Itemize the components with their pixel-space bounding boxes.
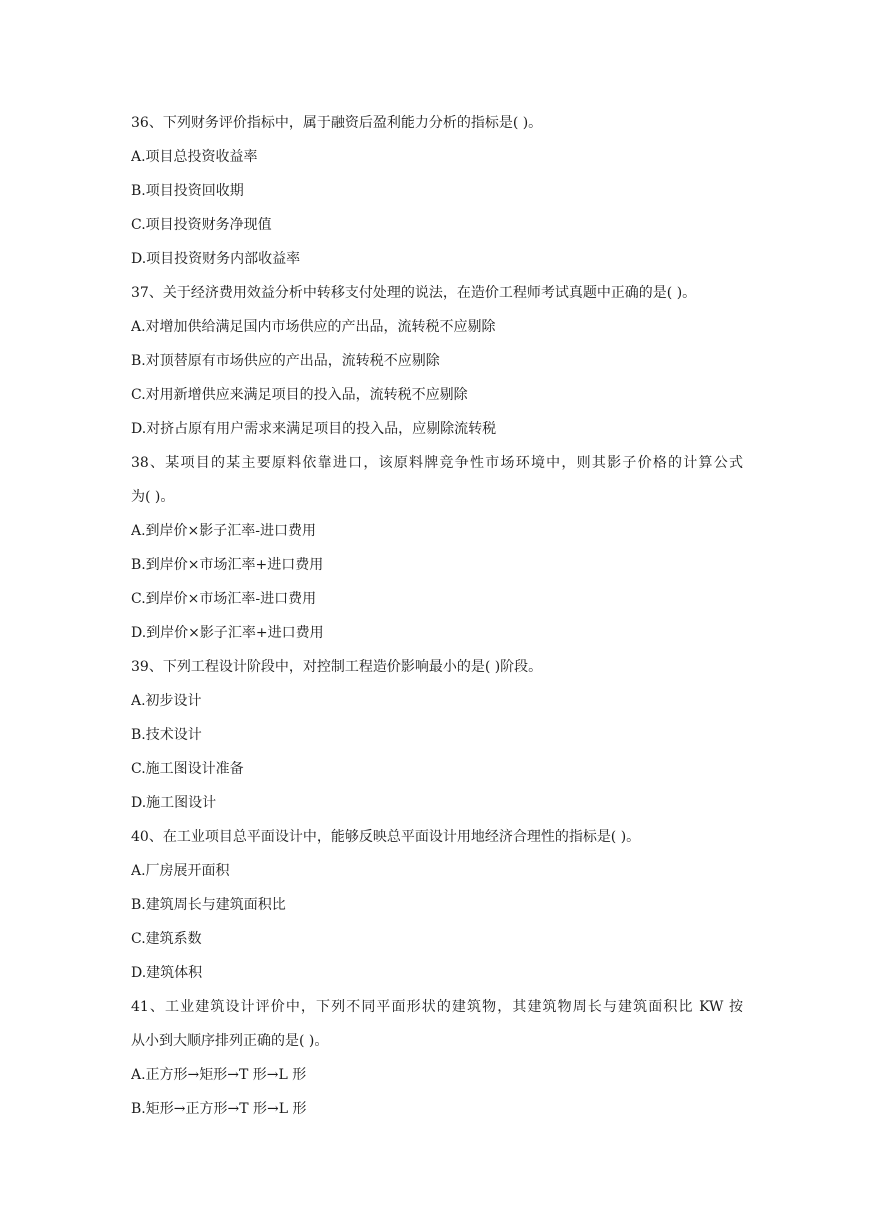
question-37 [131,276,743,446]
question-36-option-a: A.项目总投资收益率 [131,149,258,165]
question-37-option-a: A.对增加供给满足国内市场供应的产出品，流转税不应剔除 [131,319,496,335]
question-41 [131,990,743,1126]
question-38 [131,446,743,650]
question-37-option-d: D.对挤占原有用户需求来满足项目的投入品，应剔除流转税 [131,421,497,437]
question-37-stem: 37、关于经济费用效益分析中转移支付处理的说法，在造价工程师考试真题中正确的是( )。 [131,285,697,301]
question-41-option-a: A.正方形→矩形→T 形→L 形 [131,1067,307,1083]
question-36 [131,106,743,276]
question-38-option-b: B.到岸价×市场汇率+进口费用 [131,557,324,573]
question-39-option-a: A.初步设计 [131,693,202,709]
question-39-option-c: C.施工图设计准备 [131,761,244,777]
question-38-option-a: A.到岸价×影子汇率-进口费用 [131,523,317,539]
question-37-option-b: B.对顶替原有市场供应的产出品，流转税不应剔除 [131,353,440,369]
question-41-stem-line-1: 41、工业建筑设计评价中，下列不同平面形状的建筑物，其建筑物周长与建筑面积比 KW 按 [131,999,743,1015]
question-list [131,106,743,1126]
question-41-option-b: B.矩形→正方形→T 形→L 形 [131,1101,307,1117]
question-40-option-a: A.厂房展开面积 [131,863,230,879]
question-40-stem: 40、在工业项目总平面设计中，能够反映总平面设计用地经济合理性的指标是( )。 [131,829,641,845]
question-39 [131,650,743,820]
question-41-stem-line-2: 从小到大顺序排列正确的是( )。 [131,1033,329,1049]
question-39-option-b: B.技术设计 [131,727,202,743]
question-40 [131,820,743,990]
question-39-option-d: D.施工图设计 [131,795,217,811]
question-36-stem: 36、下列财务评价指标中，属于融资后盈利能力分析的指标是( )。 [131,115,543,131]
question-38-option-d: D.到岸价×影子汇率+进口费用 [131,625,324,641]
question-40-option-c: C.建筑系数 [131,931,202,947]
question-36-option-d: D.项目投资财务内部收益率 [131,251,301,267]
question-38-stem-line-2: 为( )。 [131,489,175,505]
question-40-option-b: B.建筑周长与建筑面积比 [131,897,286,913]
question-36-option-c: C.项目投资财务净现值 [131,217,272,233]
question-38-option-c: C.到岸价×市场汇率-进口费用 [131,591,317,607]
question-39-stem: 39、下列工程设计阶段中，对控制工程造价影响最小的是( )阶段。 [131,659,543,675]
question-40-option-d: D.建筑体积 [131,965,203,981]
question-38-stem-line-1: 38、某项目的某主要原料依靠进口，该原料牌竞争性市场环境中，则其影子价格的计算公式 [131,455,743,471]
question-37-option-c: C.对用新增供应来满足项目的投入品，流转税不应剔除 [131,387,468,403]
question-36-option-b: B.项目投资回收期 [131,183,244,199]
